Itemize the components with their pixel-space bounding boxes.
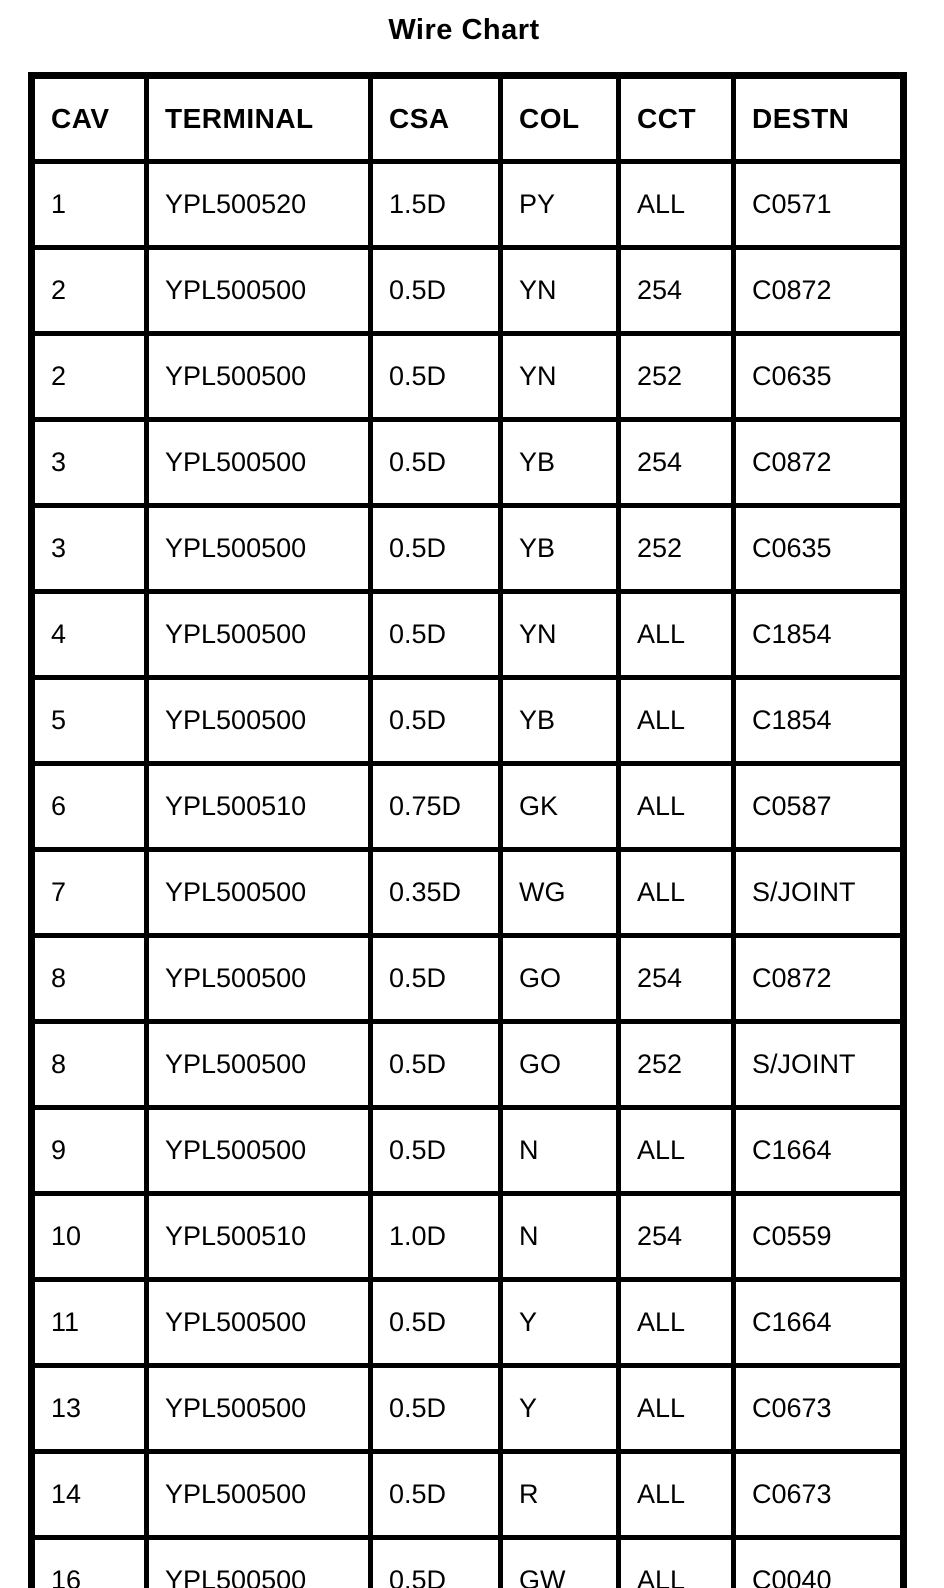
cell-cav: 5: [32, 678, 147, 764]
cell-col: YN: [501, 334, 619, 420]
cell-destn: C1854: [734, 592, 904, 678]
cell-col: YB: [501, 506, 619, 592]
cell-cct: ALL: [619, 1452, 734, 1538]
cell-csa: 0.5D: [371, 592, 501, 678]
cell-csa: 0.5D: [371, 1280, 501, 1366]
cell-col: Y: [501, 1280, 619, 1366]
column-header-destn: DESTN: [734, 76, 904, 162]
cell-csa: 0.5D: [371, 420, 501, 506]
cell-csa: 0.5D: [371, 248, 501, 334]
table-row: [32, 1280, 904, 1366]
cell-cct: ALL: [619, 1108, 734, 1194]
table-row: [32, 1108, 904, 1194]
cell-destn: C1664: [734, 1280, 904, 1366]
cell-cav: 2: [32, 334, 147, 420]
cell-terminal: YPL500500: [147, 1538, 371, 1588]
cell-cav: 3: [32, 506, 147, 592]
cell-cct: ALL: [619, 1366, 734, 1452]
cell-destn: C0673: [734, 1452, 904, 1538]
cell-cav: 2: [32, 248, 147, 334]
cell-destn: C0559: [734, 1194, 904, 1280]
table-row: [32, 678, 904, 764]
cell-destn: C0635: [734, 334, 904, 420]
cell-cct: 254: [619, 248, 734, 334]
table-row: [32, 592, 904, 678]
table-row: [32, 1366, 904, 1452]
cell-terminal: YPL500500: [147, 936, 371, 1022]
cell-cav: 11: [32, 1280, 147, 1366]
cell-col: PY: [501, 162, 619, 248]
table-row: [32, 162, 904, 248]
column-header-cav: CAV: [32, 76, 147, 162]
cell-cct: ALL: [619, 592, 734, 678]
cell-terminal: YPL500500: [147, 248, 371, 334]
cell-destn: C0673: [734, 1366, 904, 1452]
cell-terminal: YPL500500: [147, 1366, 371, 1452]
cell-terminal: YPL500500: [147, 1108, 371, 1194]
cell-terminal: YPL500500: [147, 1280, 371, 1366]
cell-cct: 254: [619, 936, 734, 1022]
cell-cct: ALL: [619, 1280, 734, 1366]
cell-destn: C0872: [734, 420, 904, 506]
cell-cav: 7: [32, 850, 147, 936]
cell-destn: C1664: [734, 1108, 904, 1194]
cell-terminal: YPL500500: [147, 334, 371, 420]
cell-col: N: [501, 1108, 619, 1194]
table-row: [32, 1194, 904, 1280]
cell-cct: 252: [619, 1022, 734, 1108]
table-row: [32, 1022, 904, 1108]
table-row: [32, 334, 904, 420]
cell-cct: 252: [619, 506, 734, 592]
cell-csa: 0.5D: [371, 678, 501, 764]
cell-cct: ALL: [619, 678, 734, 764]
cell-terminal: YPL500500: [147, 1022, 371, 1108]
table-header: [32, 76, 904, 162]
column-header-col: COL: [501, 76, 619, 162]
page-title: Wire Chart: [388, 14, 540, 46]
cell-terminal: YPL500500: [147, 420, 371, 506]
cell-cav: 3: [32, 420, 147, 506]
cell-csa: 0.5D: [371, 936, 501, 1022]
table-body: [32, 162, 904, 1588]
cell-destn: S/JOINT: [734, 1022, 904, 1108]
cell-col: YB: [501, 420, 619, 506]
cell-destn: C0872: [734, 936, 904, 1022]
cell-col: Y: [501, 1366, 619, 1452]
cell-cav: 8: [32, 936, 147, 1022]
cell-csa: 0.5D: [371, 1538, 501, 1588]
cell-terminal: YPL500500: [147, 592, 371, 678]
column-header-terminal: TERMINAL: [147, 76, 371, 162]
cell-cav: 16: [32, 1538, 147, 1588]
cell-cct: ALL: [619, 764, 734, 850]
cell-cct: 254: [619, 1194, 734, 1280]
table-row: [32, 506, 904, 592]
cell-col: YN: [501, 592, 619, 678]
table-row: [32, 420, 904, 506]
cell-csa: 0.5D: [371, 1452, 501, 1538]
cell-terminal: YPL500510: [147, 764, 371, 850]
cell-col: YN: [501, 248, 619, 334]
cell-col: N: [501, 1194, 619, 1280]
cell-destn: S/JOINT: [734, 850, 904, 936]
cell-cct: 254: [619, 420, 734, 506]
table-row: [32, 1538, 904, 1588]
cell-cav: 10: [32, 1194, 147, 1280]
cell-destn: C0587: [734, 764, 904, 850]
cell-cav: 13: [32, 1366, 147, 1452]
cell-destn: C0872: [734, 248, 904, 334]
cell-cct: ALL: [619, 162, 734, 248]
cell-csa: 1.0D: [371, 1194, 501, 1280]
cell-destn: C0635: [734, 506, 904, 592]
cell-cct: ALL: [619, 1538, 734, 1588]
cell-cct: ALL: [619, 850, 734, 936]
cell-terminal: YPL500500: [147, 506, 371, 592]
cell-col: GO: [501, 1022, 619, 1108]
table-row: [32, 850, 904, 936]
cell-cav: 14: [32, 1452, 147, 1538]
wire-chart-table: [28, 72, 907, 1588]
cell-cct: 252: [619, 334, 734, 420]
cell-destn: C0571: [734, 162, 904, 248]
table-row: [32, 248, 904, 334]
cell-csa: 0.5D: [371, 334, 501, 420]
cell-csa: 0.5D: [371, 1108, 501, 1194]
column-header-csa: CSA: [371, 76, 501, 162]
cell-cav: 1: [32, 162, 147, 248]
cell-cav: 8: [32, 1022, 147, 1108]
header-row: [32, 76, 904, 162]
cell-col: GK: [501, 764, 619, 850]
cell-csa: 0.5D: [371, 1022, 501, 1108]
cell-col: GW: [501, 1538, 619, 1588]
cell-destn: C0040: [734, 1538, 904, 1588]
cell-terminal: YPL500520: [147, 162, 371, 248]
cell-csa: 0.5D: [371, 1366, 501, 1452]
cell-col: R: [501, 1452, 619, 1538]
table-row: [32, 764, 904, 850]
cell-cav: 9: [32, 1108, 147, 1194]
cell-terminal: YPL500500: [147, 1452, 371, 1538]
table-row: [32, 1452, 904, 1538]
table-row: [32, 936, 904, 1022]
cell-terminal: YPL500510: [147, 1194, 371, 1280]
cell-csa: 0.35D: [371, 850, 501, 936]
column-header-cct: CCT: [619, 76, 734, 162]
cell-csa: 0.5D: [371, 506, 501, 592]
cell-cav: 4: [32, 592, 147, 678]
cell-csa: 0.75D: [371, 764, 501, 850]
cell-col: WG: [501, 850, 619, 936]
cell-col: YB: [501, 678, 619, 764]
cell-terminal: YPL500500: [147, 678, 371, 764]
cell-cav: 6: [32, 764, 147, 850]
cell-col: GO: [501, 936, 619, 1022]
cell-destn: C1854: [734, 678, 904, 764]
cell-csa: 1.5D: [371, 162, 501, 248]
cell-terminal: YPL500500: [147, 850, 371, 936]
